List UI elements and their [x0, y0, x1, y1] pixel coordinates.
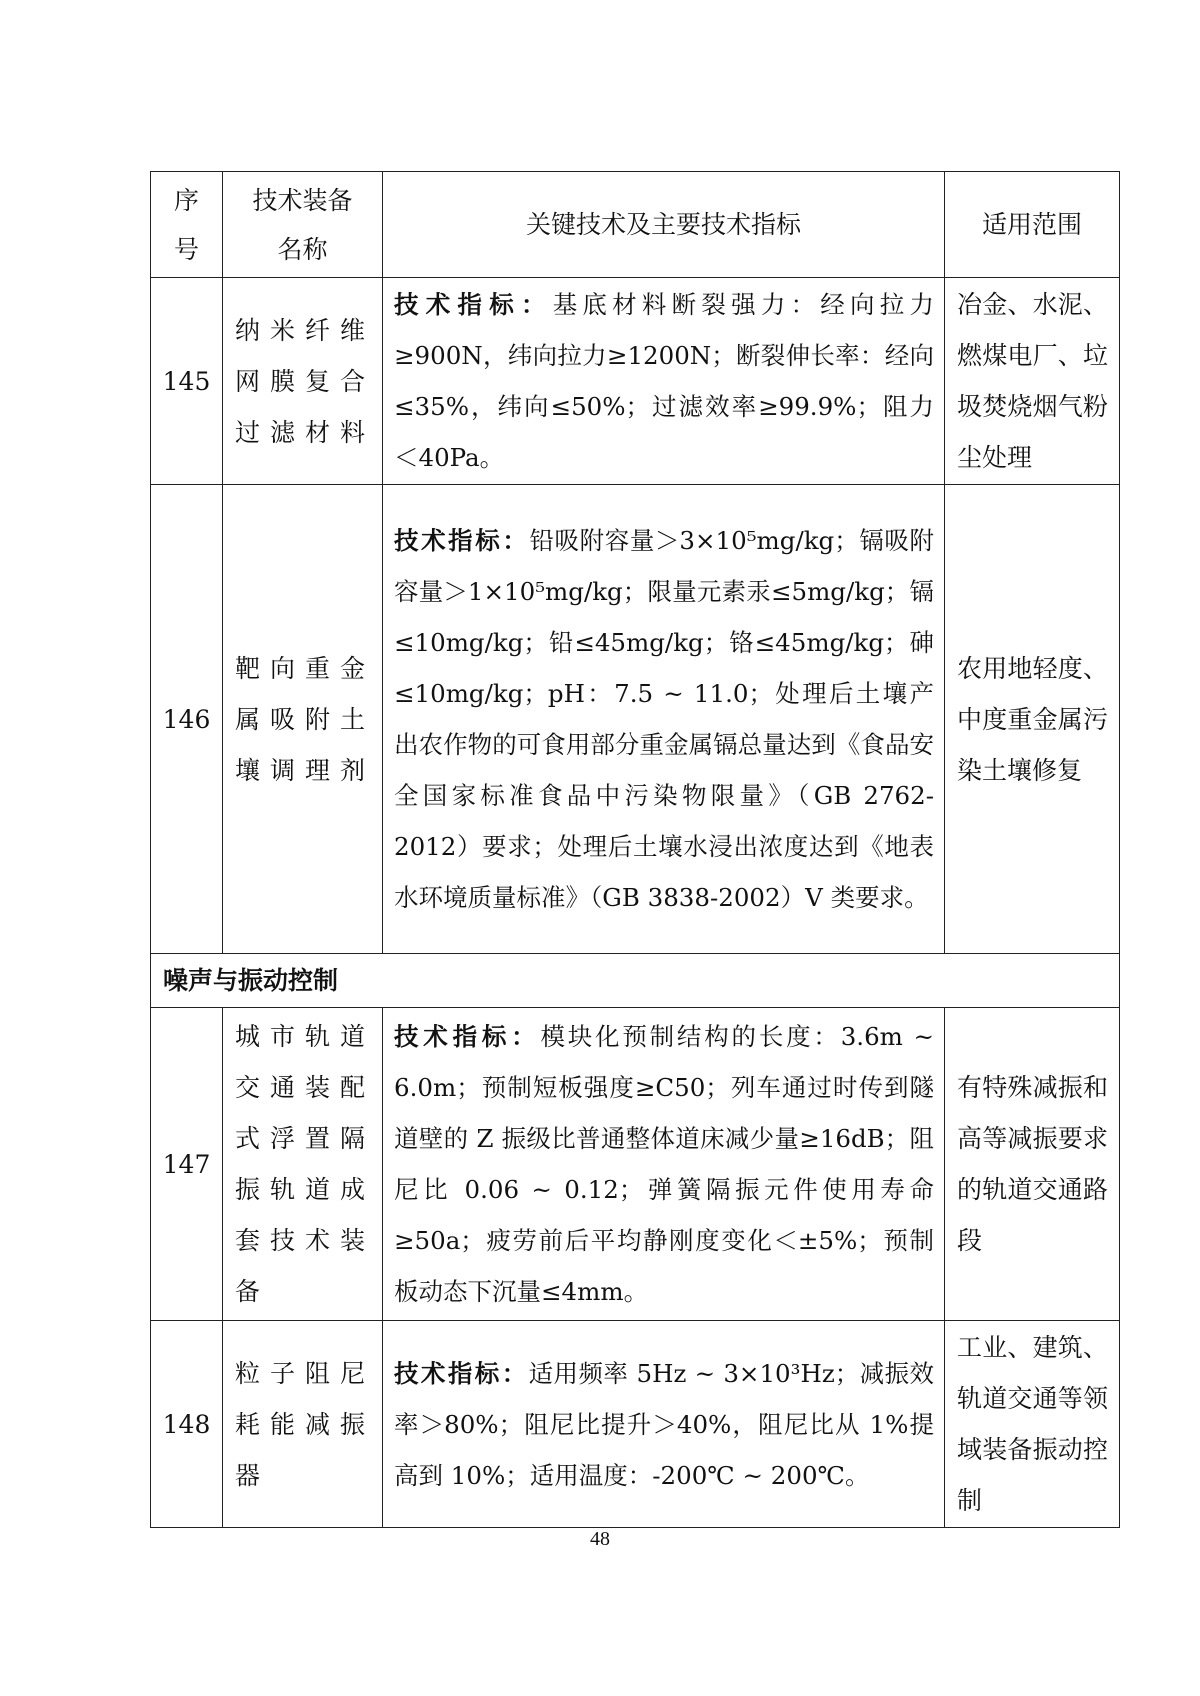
row-spec: 技术指标：基底材料断裂强力：经向拉力≥900N，纬向拉力≥1200N；断裂伸长率：经向≤35%，纬向≤50%；过滤效率≥99.9%；阻力＜40Pa。: [383, 278, 945, 485]
row-spec: 技术指标：适用频率 5Hz ~ 3×10³Hz；减振效率＞80%；阻尼比提升＞40%，阻尼比从 1%提高到 10%；适用温度：-200℃ ~ 200℃。: [383, 1321, 945, 1528]
row-scope: 农用地轻度、中度重金属污染土壤修复: [945, 485, 1120, 954]
row-name: 粒子阻尼耗能减振器: [223, 1321, 383, 1528]
header-scope: 适用范围: [945, 172, 1120, 278]
table-row: [151, 1321, 1120, 1528]
table-row: [151, 485, 1120, 954]
section-title: 噪声与振动控制: [151, 954, 1120, 1008]
row-no: 146: [151, 485, 223, 954]
header-no: 序号: [151, 172, 223, 278]
header-spec: 关键技术及主要技术指标: [383, 172, 945, 278]
spec-label: 技术指标：: [394, 1022, 541, 1051]
spec-label: 技术指标：: [394, 1358, 529, 1388]
header-name: 技术装备名称: [223, 172, 383, 278]
table-row: [151, 1008, 1120, 1321]
row-no: 147: [151, 1008, 223, 1321]
technology-table: [150, 171, 1120, 1528]
page-number: 48: [590, 1528, 610, 1550]
row-name: 靶向重金属吸附土壤调理剂: [223, 485, 383, 954]
row-no: 148: [151, 1321, 223, 1528]
row-scope: 工业、建筑、轨道交通等领域装备振动控制: [945, 1321, 1120, 1528]
row-spec: 技术指标：模块化预制结构的长度：3.6m ~ 6.0m；预制短板强度≥C50；列车通过时传到隧道壁的 Z 振级比普通整体道床减少量≥16dB；阻尼比 0.06 ~ 0.12；弹簧隔振元件使用寿命≥50a；疲劳前后平均静刚度变化＜±5%；预制板动态下沉量≤4mm。: [383, 1008, 945, 1321]
spec-label: 技术指标：: [394, 526, 530, 555]
row-scope: 冶金、水泥、燃煤电厂、垃圾焚烧烟气粉尘处理: [945, 278, 1120, 485]
table-header-row: [151, 172, 1120, 278]
row-spec: 技术指标：铅吸附容量＞3×10⁵mg/kg；镉吸附容量＞1×10⁵mg/kg；限量元素汞≤5mg/kg；镉≤10mg/kg；铅≤45mg/kg；铬≤45mg/kg；砷≤10mg/kg；pH：7.5 ~ 11.0；处理后土壤产出农作物的可食用部分重金属镉总量达到《食品安全国家标准食品中污染物限量》（GB 2762-2012）要求；处理后土壤水浸出浓度达到《地表水环境质量标准》（GB 3838-2002）V 类要求。: [383, 485, 945, 954]
row-no: 145: [151, 278, 223, 485]
row-name: 城市轨道交通装配式浮置隔振轨道成套技术装备: [223, 1008, 383, 1321]
spec-label: 技术指标：: [394, 290, 553, 319]
section-row: [151, 954, 1120, 1008]
row-name: 纳米纤维网膜复合过滤材料: [223, 278, 383, 485]
table-row: [151, 278, 1120, 485]
row-scope: 有特殊减振和高等减振要求的轨道交通路段: [945, 1008, 1120, 1321]
